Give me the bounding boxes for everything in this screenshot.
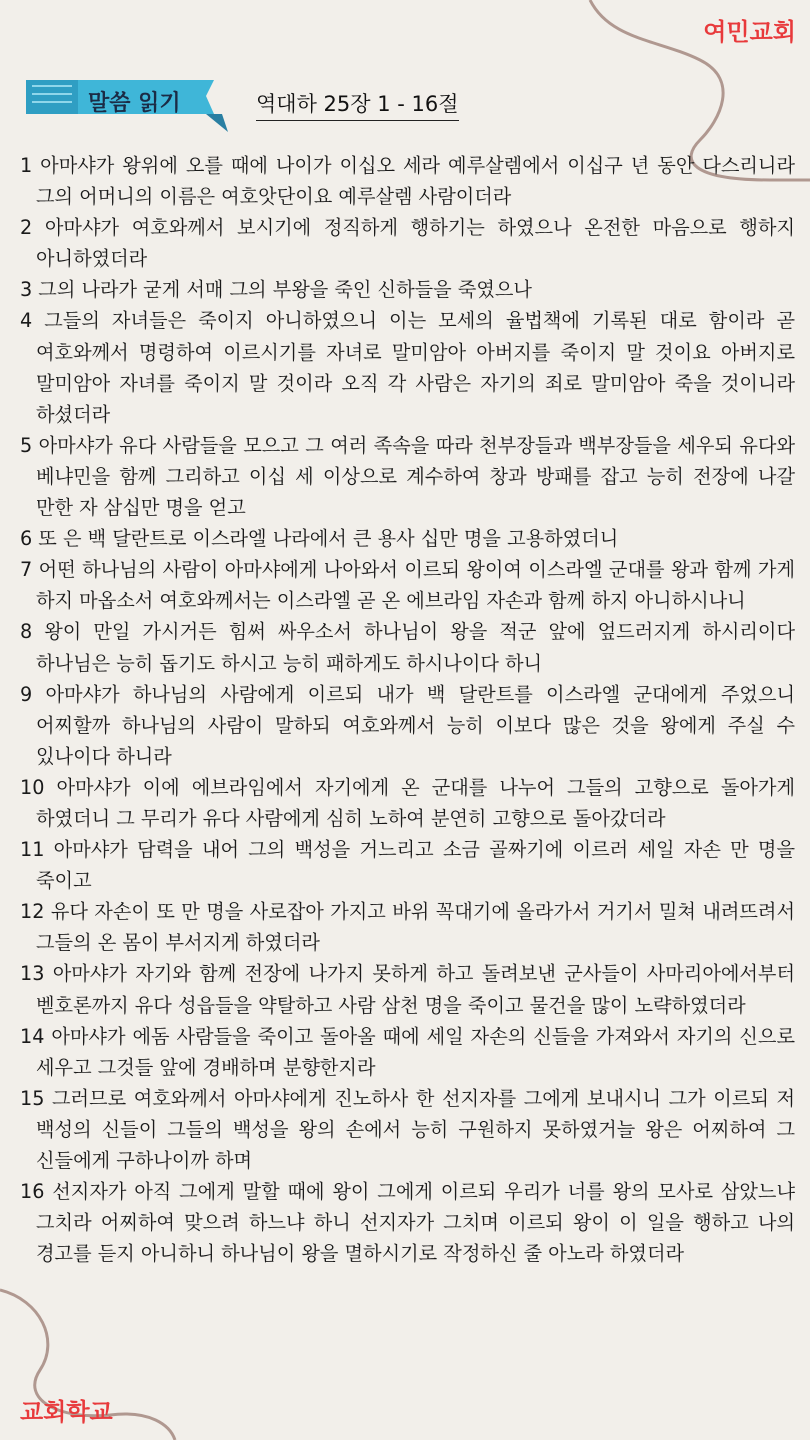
verse-10: 10 아마샤가 이에 에브라임에서 자기에게 온 군대를 나누어 그들의 고향으로 돌아가게 하였더니 그 무리가 유다 사람에게 심히 노하여 분연히 고향으로 돌아갔더라	[20, 775, 795, 830]
verse-15: 15 그러므로 여호와께서 아마샤에게 진노하사 한 선지자를 그에게 보내시니 그가 이르되 저 백성의 신들이 그들의 백성을 왕의 손에서 능히 구원하지 못하였거늘 왕은 어찌하여 그 신들에게 구하나이까 하며	[20, 1086, 795, 1172]
verse-5: 5 아마샤가 유다 사람들을 모으고 그 여러 족속을 따라 천부장들과 백부장들을 세우되 유다와 베냐민을 함께 그리하고 이십 세 이상으로 계수하여 창과 방패를 잡고 능히 전장에 나갈 만한 자 삼십만 명을 얻고	[20, 433, 795, 520]
section-label: 말씀 읽기	[88, 91, 181, 116]
school-brand-logo: 교회학교	[20, 1398, 113, 1426]
verse-4: 4 그들의 자녀들은 죽이지 아니하였으니 이는 모세의 율법책에 기록된 대로 함이라 곧 여호와께서 명령하여 이르시기를 자녀로 말미암아 아버지를 죽이지 말 것이요 아버지로 말미암아 자녀를 죽이지 말 것이라 오직 각 사람은 자기의 죄로 말미암아 죽을 것이니라 하셨더라	[20, 309, 795, 426]
verse-14: 14 아마샤가 에돔 사람들을 죽이고 돌아올 때에 세일 자손의 신들을 가져와서 자기의 신으로 세우고 그것들 앞에 경배하며 분향한지라	[20, 1024, 795, 1079]
verse-2: 2 아마샤가 여호와께서 보시기에 정직하게 행하기는 하였으나 온전한 마음으로 행하지 아니하였더라	[20, 216, 795, 271]
verse-12: 12 유다 자손이 또 만 명을 사로잡아 가지고 바위 꼭대기에 올라가서 거기서 밀쳐 내려뜨려서 그들의 온 몸이 부서지게 하였더라	[20, 900, 795, 955]
verse-list	[20, 150, 795, 1269]
verse-9: 9 아마샤가 하나님의 사람에게 이르되 내가 백 달란트를 이스라엘 군대에게 주었으니 어찌할까 하나님의 사람이 말하되 여호와께서 능히 이보다 많은 것을 왕에게 주실 수 있나이다 하니라	[20, 682, 795, 768]
verse-1: 1 아마샤가 왕위에 오를 때에 나이가 이십오 세라 예루살렘에서 이십구 년 동안 다스리니라 그의 어머니의 이름은 여호앗단이요 예루살렘 사람이더라	[20, 154, 795, 209]
verse-7: 7 어떤 하나님의 사람이 아마샤에게 나아와서 이르되 왕이여 이스라엘 군대를 왕과 함께 가게 하지 마옵소서 여호와께서는 이스라엘 곧 온 에브라임 자손과 함께 하지 아니하시나니	[20, 558, 795, 613]
verse-8: 8 왕이 만일 가시거든 힘써 싸우소서 하나님이 왕을 적군 앞에 엎드러지게 하시리이다 하나님은 능히 돕기도 하시고 능히 패하게도 하시나이다 하니	[20, 620, 795, 675]
scripture-reference: 역대하 25장 1 - 16절	[256, 88, 459, 121]
verse-16: 16 선지자가 아직 그에게 말할 때에 왕이 그에게 이르되 우리가 너를 왕의 모사로 삼았느냐 그치라 어찌하여 맞으려 하느냐 하니 선지자가 그치며 이르되 왕이 이 일을 행하고 나의 경고를 듣지 아니하니 하나님이 왕을 멸하시기로 작정하신 줄 아노라 하였더라	[20, 1180, 795, 1266]
verse-13: 13 아마샤가 자기와 함께 전장에 나가지 못하게 하고 돌려보낸 군사들이 사마리아에서부터 벧호론까지 유다 성읍들을 약탈하고 사람 삼천 명을 죽이고 물건을 많이 노략하였더라	[20, 962, 795, 1017]
church-brand-logo: 여민교회	[703, 18, 796, 46]
verse-3: 3 그의 나라가 굳게 서매 그의 부왕을 죽인 신하들을 죽였으나	[20, 278, 532, 302]
verse-11: 11 아마샤가 담력을 내어 그의 백성을 거느리고 소금 골짜기에 이르러 세일 자손 만 명을 죽이고	[20, 838, 795, 893]
verse-6: 6 또 은 백 달란트로 이스라엘 나라에서 큰 용사 십만 명을 고용하였더니	[20, 527, 619, 551]
